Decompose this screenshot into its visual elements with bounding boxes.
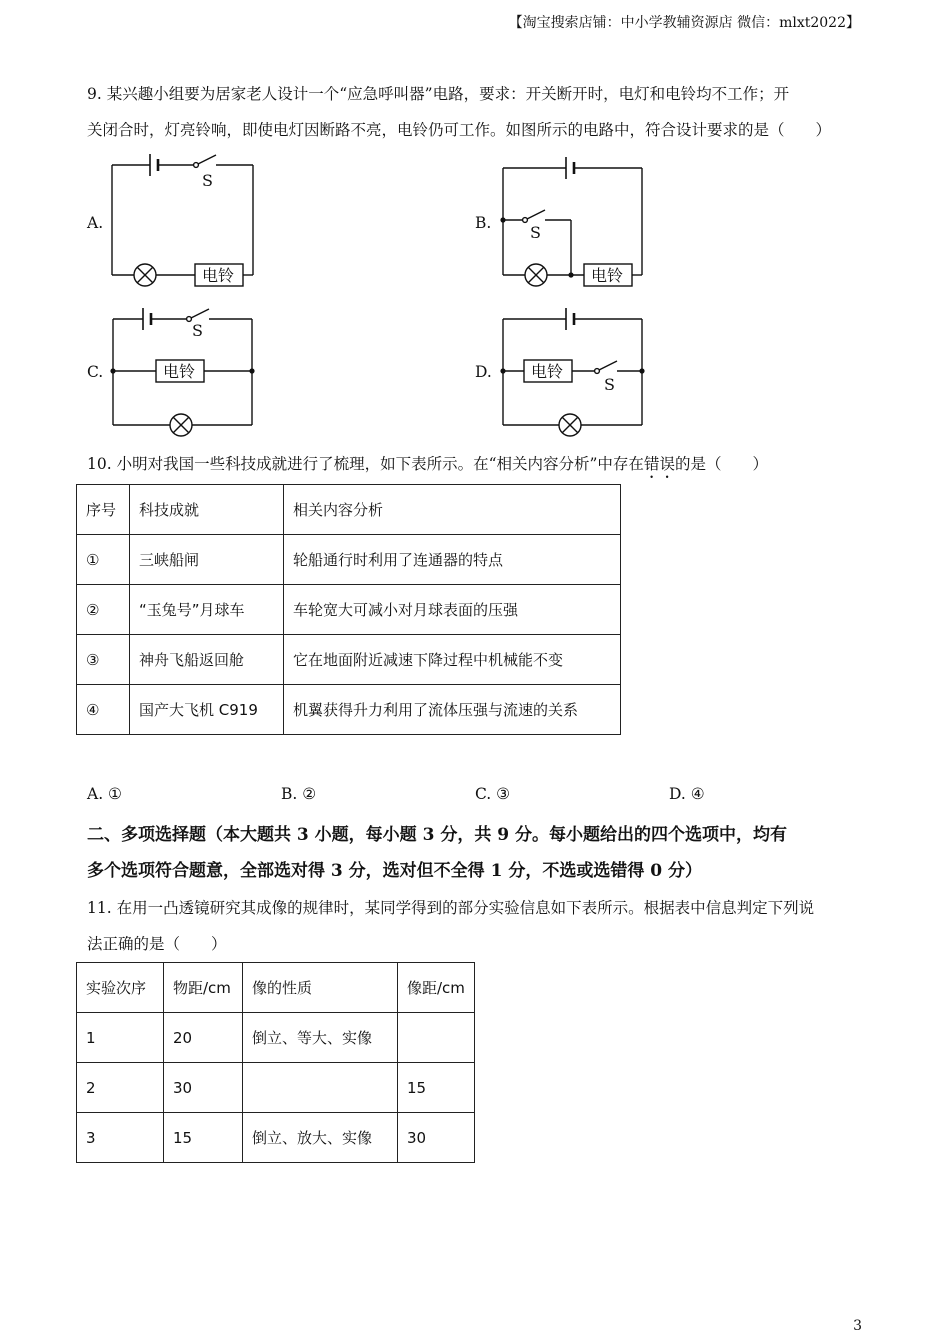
- switch-label-a: S: [202, 171, 213, 190]
- table-cell: 轮船通行时利用了连通器的特点: [284, 535, 621, 585]
- q10-stem: [87, 452, 768, 482]
- table-cell: 机翼获得升力利用了流体压强与流速的关系: [284, 685, 621, 735]
- q11-header-trial: 实验次序: [77, 963, 164, 1013]
- table-cell: 车轮宽大可减小对月球表面的压强: [284, 585, 621, 635]
- q11-header-object-distance: 物距/cm: [164, 963, 243, 1013]
- table-cell: 15: [398, 1063, 475, 1113]
- q11-table: [76, 962, 475, 1163]
- q9-option-a-label[interactable]: A.: [87, 214, 104, 232]
- table-cell: ①: [77, 535, 130, 585]
- table-cell: “玉兔号”月球车: [130, 585, 284, 635]
- table-row: [77, 635, 621, 685]
- table-cell: 神舟飞船返回舱: [130, 635, 284, 685]
- switch-label-c: S: [192, 321, 203, 340]
- table-cell: 3: [77, 1113, 164, 1163]
- table-cell: 30: [398, 1113, 475, 1163]
- table-cell: 倒立、放大、实像: [243, 1113, 398, 1163]
- table-row: [77, 1013, 475, 1063]
- table-cell: ④: [77, 685, 130, 735]
- bell-label-d: 电铃: [531, 362, 564, 381]
- table-cell: 2: [77, 1063, 164, 1113]
- section2-title-line2: 多个选项符合题意，全部选对得 3 分，选对但不全得 1 分，不选或选错得 0 分）: [87, 861, 702, 881]
- table-cell: 20: [164, 1013, 243, 1063]
- page-number: 3: [853, 1318, 862, 1334]
- table-cell: [243, 1063, 398, 1113]
- q10-header-achievement: 科技成就: [130, 485, 284, 535]
- circuit-d: [503, 308, 642, 436]
- q10-option-c[interactable]: C. ③: [475, 785, 511, 803]
- bell-label-c: 电铃: [163, 362, 196, 381]
- bell-label-b: 电铃: [591, 266, 624, 285]
- q11-header-image-nature: 像的性质: [243, 963, 398, 1013]
- q10-stem-before: 10. 小明对我国一些科技成就进行了梳理，如下表所示。在“相关内容分析”中存在: [87, 455, 644, 473]
- table-cell: 1: [77, 1013, 164, 1063]
- q11-stem-line1: 11. 在用一凸透镜研究其成像的规律时，某同学得到的部分实验信息如下表所示。根据表中信息判定下列说: [87, 899, 815, 917]
- table-row: [77, 1113, 475, 1163]
- q10-option-b[interactable]: B. ②: [281, 785, 317, 803]
- table-header-row: [77, 963, 475, 1013]
- table-cell: ③: [77, 635, 130, 685]
- bell-label-a: 电铃: [202, 266, 235, 285]
- q9-stem-line1: 9. 某兴趣小组要为居家老人设计一个“应急呼叫器”电路，要求：开关断开时，电灯和电铃均不工作；开: [87, 85, 790, 103]
- q10-option-a[interactable]: A. ①: [87, 785, 122, 803]
- table-row: [77, 685, 621, 735]
- q11-header-image-distance: 像距/cm: [398, 963, 475, 1013]
- section2-title-line1: 二、多项选择题（本大题共 3 小题，每小题 3 分，共 9 分。每小题给出的四个选项中，均有: [87, 825, 787, 845]
- table-cell: 30: [164, 1063, 243, 1113]
- table-cell: 15: [164, 1113, 243, 1163]
- table-cell: 三峡船闸: [130, 535, 284, 585]
- q9-option-d-label[interactable]: D.: [475, 363, 492, 381]
- table-cell: 它在地面附近减速下降过程中机械能不变: [284, 635, 621, 685]
- table-row: [77, 535, 621, 585]
- page-header: 【淘宝搜索店铺：中小学教辅资源店 微信：mlxt2022】: [508, 15, 860, 31]
- q11-stem-line2: 法正确的是（ ）: [87, 935, 227, 953]
- table-row: [77, 1063, 475, 1113]
- q10-header-index: 序号: [77, 485, 130, 535]
- q10-option-d[interactable]: D. ④: [669, 785, 705, 803]
- table-cell: ②: [77, 585, 130, 635]
- table-cell: 国产大飞机 C919: [130, 685, 284, 735]
- q10-stem-emphasis: 错误: [643, 455, 675, 473]
- q10-header-analysis: 相关内容分析: [284, 485, 621, 535]
- q9-option-c-label[interactable]: C.: [87, 363, 104, 381]
- q10-table: [76, 484, 621, 735]
- table-header-row: [77, 485, 621, 535]
- table-cell: 倒立、等大、实像: [243, 1013, 398, 1063]
- q9-circuit-diagrams: [0, 0, 950, 450]
- q10-stem-after: 的是（ ）: [674, 455, 768, 473]
- q9-option-b-label[interactable]: B.: [475, 214, 492, 232]
- switch-label-d: S: [604, 375, 615, 394]
- switch-label-b: S: [530, 223, 541, 242]
- q9-stem-line2: 关闭合时，灯亮铃响，即使电灯因断路不亮，电铃仍可工作。如图所示的电路中，符合设计要求的是（ ）: [87, 121, 832, 139]
- table-cell: [398, 1013, 475, 1063]
- table-row: [77, 585, 621, 635]
